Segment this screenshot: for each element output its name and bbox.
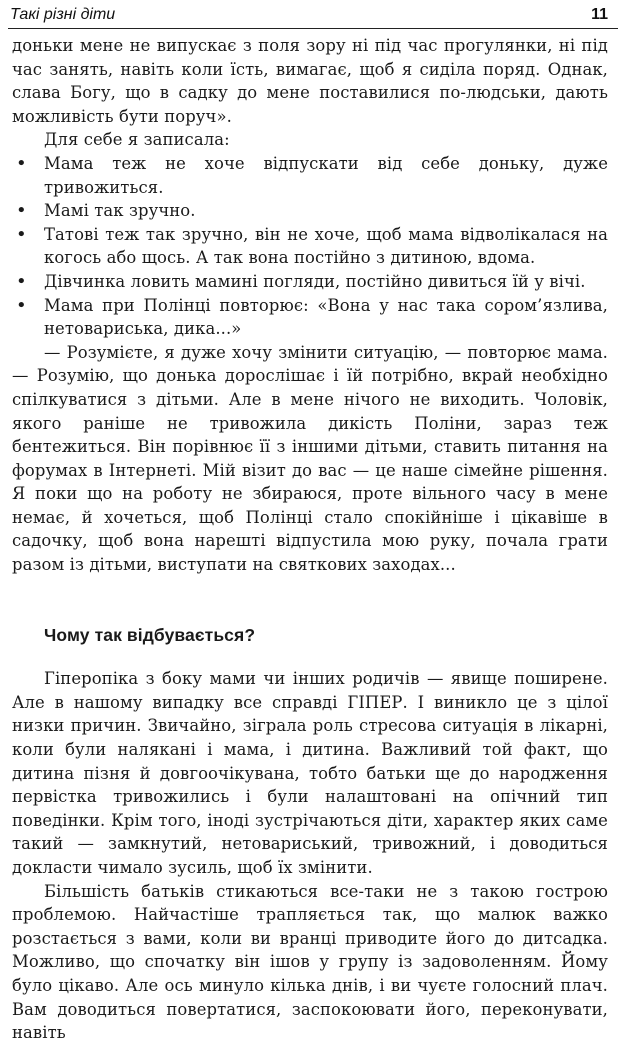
- intro-line: Для себе я записала:: [44, 130, 230, 150]
- list-item-text: Мама при Полінці повторює: «Вона у нас така сором’язлива, нетовариська, дика...»: [44, 295, 608, 339]
- list-item-text: Татові теж так зручно, він не хоче, щоб мама відволікалася на когось або щось. А так вона постійно з дитиною, вдома.: [44, 224, 608, 268]
- section-paragraph: Більшість батьків стикаються все-таки не з такою гострою проблемою. Найчастіше трапляється так, що малюк важко розстається з вами, коли ви вранці приводите його до дитсадка. Можливо, що спочатку він ішов у групу із задоволенням. Йому було цікаво. Але ось минуло кілька днів, і ви чуєте голосний плач. Вам доводиться повертатися, заспокоювати його, переконувати, навіть: [12, 881, 608, 1043]
- list-item-text: Мамі так зручно.: [44, 201, 196, 221]
- page-number: 11: [591, 6, 608, 23]
- bullet-list: [12, 152, 608, 341]
- header-rule: [8, 28, 618, 29]
- page-body: [12, 34, 608, 1045]
- dialogue-paragraph: — Розумієте, я дуже хочу змінити ситуацію, — повторює мама. — Розумію, що донька дорослішає і їй потрібно, вкрай необхідно спілкуватися з дітьми. Але в мене нічого не виходить. Чоловік, якого раніше не тривожила дикість Поліни, зараз теж бентежиться. Він порівнює її з іншими дітьми, ставить питання на форумах в Інтернеті. Мій візит до вас — це наше сімейне рішення. Я поки що на роботу не збираюся, проте вільного часу в мене немає, й хочеться, щоб Полінці стало спокійніше і цікавіше в садочку, щоб вона нарешті відпустила мою руку, почала грати разом із дітьми, виступати на святкових заходах...: [12, 342, 608, 575]
- list-item-text: Мама теж не хоче відпускати від себе доньку, дуже тривожиться.: [44, 153, 608, 197]
- bullet-icon: •: [16, 223, 27, 245]
- bullet-icon: •: [16, 294, 27, 316]
- list-item: [12, 270, 608, 294]
- bullet-icon: •: [16, 152, 27, 174]
- list-item: [12, 294, 608, 341]
- bullet-icon: •: [16, 200, 27, 222]
- list-item: [12, 152, 608, 199]
- list-item: [12, 199, 608, 223]
- section-heading: Чому так відбувається?: [44, 624, 256, 645]
- section-paragraph: Гіперопіка з боку мами чи інших родичів — явище поширене. Але в нашому випадку все справді ГІПЕР. І виникло це з цілої низки причин. Звичайно, зіграла роль стресова ситуація в лікарні, коли були налякані і мама, і дитина. Важливий той факт, що дитина пізня й довгоочікувана, тобто батьки ще до народження первістка тривожились і були налаштовані на опічний тип поведінки. Крім того, іноді зустрічаються діти, характер яких саме такий — замкнутий, нетовариський, тривожний, і доводиться докласти чимало зусиль, щоб їх змінити.: [12, 669, 608, 877]
- running-header: [0, 0, 632, 30]
- list-item-text: Дівчинка ловить мамині погляди, постійно дивиться їй у вічі.: [44, 271, 586, 291]
- running-title: Такі різні діти: [10, 6, 116, 23]
- paragraph-continued: доньки мене не випускає з поля зору ні під час прогулянки, ні під час занять, навіть коли їсть, вимагає, щоб я сиділа поряд. Однак, слава Богу, що в садку до мене поставилися по-людськи, дають можливість бути поруч».: [12, 36, 608, 126]
- bullet-icon: •: [16, 270, 27, 292]
- list-item: [12, 223, 608, 270]
